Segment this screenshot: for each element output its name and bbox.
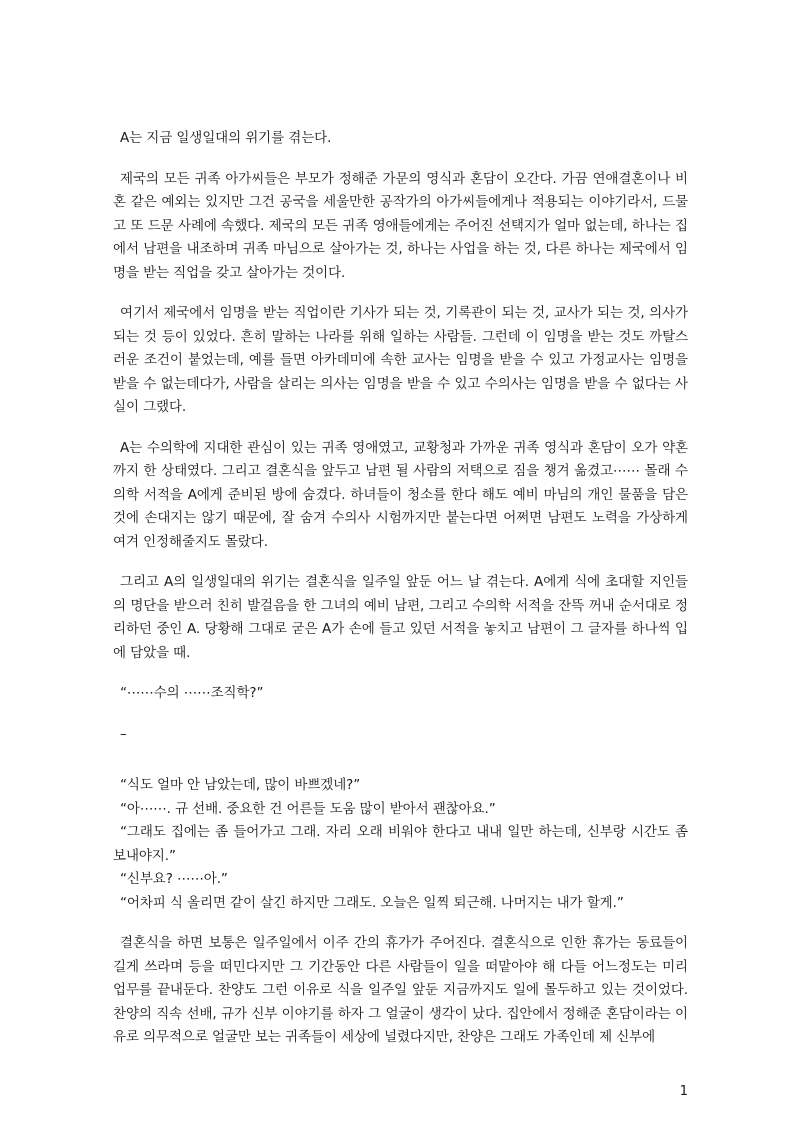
quote-line: “⋯⋯수의 ⋯⋯조직학?”: [120, 685, 264, 701]
scene-separator: –: [120, 725, 127, 742]
document-body: [113, 127, 688, 1067]
paragraph: 여기서 제국에서 임명을 받는 직업이란 기사가 되는 것, 기록관이 되는 것, 교사가 되는 것, 의사가 되는 것 등이 있었다. 흔히 말하는 나라를 위해 일하는 사람들. 그런데 이 임명을 받는 것도 까탈스러운 조건이 붙었는데, 예를 들면 아카데미에 속한 교사는 임명을 받을 수 있고 가정교사는 임명을 받을 수 없는데다가, 사람을 살리는 의사는 임명을 받을 수 있고 수의사는 임명을 받을 수 없다는 사실이 그랬다.: [113, 305, 688, 415]
page-number: 1: [679, 1084, 688, 1099]
dialogue-line: “그래도 집에는 좀 들어가고 그래. 자리 오래 비워야 한다고 내내 일만 하는데, 신부랑 시간도 좀 보내야지.”: [113, 824, 688, 864]
dialogue-line: “아⋯⋯. 규 선배. 중요한 건 어른들 도움 많이 받아서 괜찮아요.”: [120, 800, 496, 817]
paragraph: 결혼식을 하면 보통은 일주일에서 이주 간의 휴가가 주어진다. 결혼식으로 인한 휴가는 동료들이 길게 쓰라며 등을 떠민다지만 그 기간동안 다른 사람들이 일을 떠맡아야 해 다들 어느정도는 미리 업무를 끝내둔다. 찬양도 그런 이유로 식을 일주일 앞둔 지금까지도 일에 몰두하고 있는 것이었다. 찬양의 직속 선배, 규가 신부 이야기를 하자 그 얼굴이 생각이 났다. 집안에서 정해준 혼담이라는 이유로 의무적으로 얼굴만 보는 귀족들이 세상에 널렸다지만, 찬양은 그래도 가족인데 제 신부에: [113, 935, 688, 1045]
paragraph: 제국의 모든 귀족 아가씨들은 부모가 정해준 가문의 영식과 혼담이 오간다. 가끔 연애결혼이나 비혼 같은 예외는 있지만 그건 공국을 세울만한 공작가의 아가씨들에게나 적용되는 이야기라서, 드물고 또 드문 사례에 속했다. 제국의 모든 귀족 영애들에게는 주어진 선택지가 얼마 없는데, 하나는 집에서 남편을 내조하며 귀족 마님으로 살아가는 것, 하나는 사업을 하는 것, 다른 하나는 제국에서 임명을 받는 직업을 갖고 살아가는 것이다.: [113, 170, 688, 281]
dialogue-block: [113, 774, 688, 915]
dialogue-line: “어차피 식 올리면 같이 살긴 하지만 그래도. 오늘은 일찍 퇴근해. 나머지는 내가 할게.”: [120, 894, 624, 911]
dialogue-line: “신부요? ⋯⋯아.”: [120, 871, 228, 887]
paragraph: A는 지금 일생일대의 위기를 겪는다.: [120, 130, 332, 146]
dialogue-line: “식도 얼마 안 남았는데, 많이 바쁘겠네?”: [120, 777, 361, 793]
paragraph: A는 수의학에 지대한 관심이 있는 귀족 영애였고, 교황청과 가까운 귀족 영식과 혼담이 오가 약혼까지 한 상태였다. 그리고 결혼식을 앞두고 남편 될 사람의 저택으로 짐을 챙겨 옮겼고⋯⋯ 몰래 수의학 서적을 A에게 준비된 방에 숨겼다. 하녀들이 청소를 한다 해도 예비 마님의 개인 물품을 담은 것에 손대지는 않기 때문에, 잘 숨겨 수의사 시험까지만 붙는다면 어쩌면 남편도 노력을 가상하게 여겨 인정해줄지도 몰랐다.: [113, 439, 688, 550]
paragraph: 그리고 A의 일생일대의 위기는 결혼식을 일주일 앞둔 어느 날 겪는다. A에게 식에 초대할 지인들의 명단을 받으러 친히 발걸음을 한 그녀의 예비 남편, 그리고 수의학 서적을 잔뜩 꺼내 순서대로 정리하던 중인 A. 당황해 그대로 굳은 A가 손에 들고 있던 서적을 놓치고 남편이 그 글자를 하나씩 입에 담았을 때.: [113, 574, 688, 661]
